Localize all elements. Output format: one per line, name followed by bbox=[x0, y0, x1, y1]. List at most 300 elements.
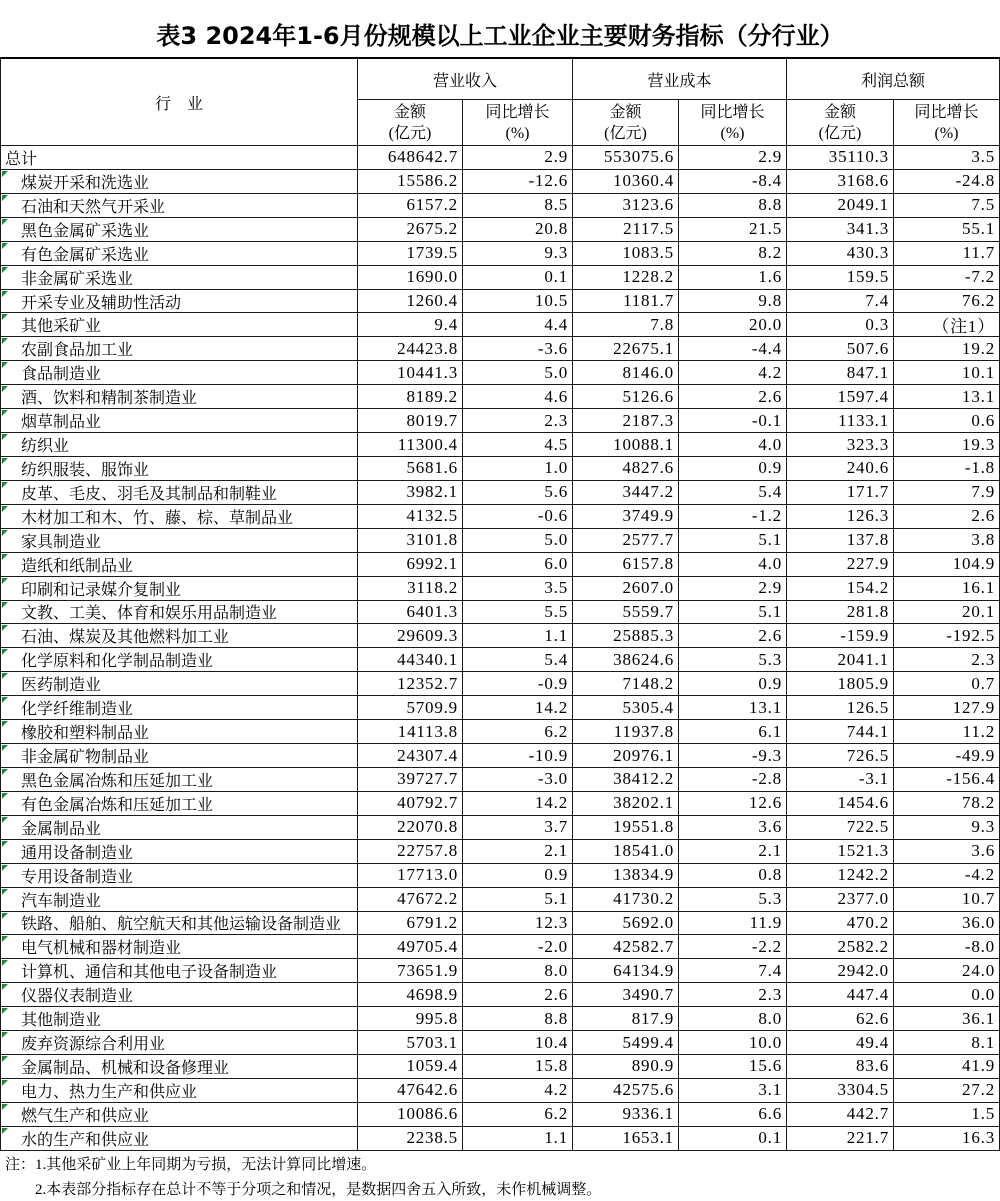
revenue-yoy-text: 4.6 bbox=[544, 386, 568, 406]
error-indicator-mark bbox=[2, 1056, 8, 1062]
revenue-amount-text: 1260.4 bbox=[406, 290, 458, 310]
profit-yoy-cell bbox=[894, 313, 1000, 337]
cost-yoy-cell bbox=[679, 1079, 787, 1103]
profit-yoy-text: -24.8 bbox=[955, 171, 995, 191]
industry-name-text: 医药制造业 bbox=[21, 677, 102, 695]
profit-yoy-text: 19.2 bbox=[962, 338, 995, 358]
cost-amount-cell bbox=[573, 959, 679, 983]
cost-amount-cell bbox=[573, 744, 679, 768]
cost-yoy-text: 11.9 bbox=[749, 912, 782, 932]
industry-name-cell bbox=[1, 864, 358, 888]
revenue-amount-text: 8189.2 bbox=[406, 386, 458, 406]
revenue-yoy-cell bbox=[463, 1055, 573, 1079]
industry-name-cell bbox=[1, 912, 358, 936]
revenue-yoy-text: 15.8 bbox=[535, 1056, 568, 1076]
cost-amount-text: 4827.6 bbox=[622, 458, 674, 478]
profit-yoy-cell bbox=[894, 433, 1000, 457]
industry-name-text: 专用设备制造业 bbox=[21, 868, 134, 886]
cost-yoy-text: 3.6 bbox=[758, 817, 782, 837]
error-indicator-mark bbox=[2, 960, 8, 966]
cost-amount-text: 18541.0 bbox=[613, 841, 674, 861]
profit-amount-cell bbox=[787, 768, 894, 792]
profit-amount-text: 1521.3 bbox=[837, 841, 889, 861]
cost-amount-text: 1181.7 bbox=[623, 290, 674, 310]
error-indicator-mark bbox=[2, 769, 8, 775]
error-indicator-mark bbox=[2, 267, 8, 273]
error-indicator-mark bbox=[2, 625, 8, 631]
revenue-amount-text: 995.8 bbox=[415, 1008, 458, 1028]
profit-yoy-cell bbox=[894, 266, 1000, 290]
cost-amount-text: 553075.6 bbox=[603, 147, 674, 167]
cost-amount-cell bbox=[573, 816, 679, 840]
revenue-yoy-text: 9.3 bbox=[544, 243, 568, 263]
table-row bbox=[1, 385, 1000, 409]
profit-amount-text: 137.8 bbox=[846, 530, 889, 550]
error-indicator-mark bbox=[2, 984, 8, 990]
profit-amount-cell bbox=[787, 481, 894, 505]
industry-name-text: 木材加工和木、竹、藤、棕、草制品业 bbox=[21, 509, 294, 527]
profit-yoy-text: -4.2 bbox=[964, 865, 995, 885]
cost-yoy-text: 2.6 bbox=[758, 386, 782, 406]
revenue-amount-cell bbox=[358, 170, 463, 194]
revenue-amount-cell bbox=[358, 720, 463, 744]
revenue-amount-cell bbox=[358, 624, 463, 648]
error-indicator-mark bbox=[2, 482, 8, 488]
revenue-yoy-text: -0.6 bbox=[537, 506, 568, 526]
error-indicator-mark bbox=[2, 865, 8, 871]
industry-name-text: 煤炭开采和洗选业 bbox=[21, 174, 150, 192]
profit-yoy-cell bbox=[894, 720, 1000, 744]
cost-yoy-cell bbox=[679, 768, 787, 792]
revenue-yoy-cell bbox=[463, 624, 573, 648]
cost-yoy-cell bbox=[679, 672, 787, 696]
error-indicator-mark bbox=[2, 338, 8, 344]
industry-name-cell bbox=[1, 959, 358, 983]
profit-amount-cell bbox=[787, 792, 894, 816]
industry-name-cell bbox=[1, 888, 358, 912]
revenue-yoy-text: 2.9 bbox=[544, 147, 568, 167]
revenue-yoy-cell bbox=[463, 194, 573, 218]
industry-name-cell bbox=[1, 361, 358, 385]
profit-amount-cell bbox=[787, 1031, 894, 1055]
revenue-yoy-cell bbox=[463, 313, 573, 337]
revenue-amount-cell bbox=[358, 959, 463, 983]
profit-amount-text: 3168.6 bbox=[837, 171, 889, 191]
cost-amount-cell bbox=[573, 361, 679, 385]
profit-amount-cell bbox=[787, 266, 894, 290]
revenue-yoy-text: -0.9 bbox=[537, 673, 568, 693]
cost-yoy-cell bbox=[679, 959, 787, 983]
profit-yoy-cell bbox=[894, 1031, 1000, 1055]
profit-yoy-text: 36.0 bbox=[962, 912, 995, 932]
revenue-yoy-text: -2.0 bbox=[537, 936, 568, 956]
revenue-yoy-cell bbox=[463, 457, 573, 481]
revenue-yoy-text: 3.5 bbox=[544, 578, 568, 598]
profit-amount-text: 62.6 bbox=[856, 1008, 889, 1028]
cost-amount-text: 10088.1 bbox=[613, 434, 674, 454]
revenue-amount-text: 49705.4 bbox=[397, 936, 458, 956]
profit-yoy-text: 16.1 bbox=[962, 578, 995, 598]
cost-amount-cell bbox=[573, 146, 679, 170]
cost-amount-text: 38412.2 bbox=[613, 769, 674, 789]
cost-amount-cell bbox=[573, 720, 679, 744]
profit-amount-text: 159.5 bbox=[846, 267, 889, 287]
revenue-yoy-cell bbox=[463, 242, 573, 266]
industry-name-text: 纺织服装、服饰业 bbox=[21, 461, 150, 479]
revenue-yoy-text: 2.1 bbox=[544, 841, 568, 861]
industry-name-text: 黑色金属冶炼和压延加工业 bbox=[21, 772, 214, 790]
cost-yoy-text: 4.0 bbox=[758, 434, 782, 454]
cost-amount-cell bbox=[573, 648, 679, 672]
profit-yoy-text: 0.0 bbox=[971, 984, 995, 1004]
revenue-amount-cell bbox=[358, 888, 463, 912]
revenue-amount-text: 47642.6 bbox=[397, 1080, 458, 1100]
cost-amount-cell bbox=[573, 1079, 679, 1103]
cost-yoy-cell bbox=[679, 385, 787, 409]
industry-name-text: 燃气生产和供应业 bbox=[21, 1107, 150, 1125]
header-profit-yoy bbox=[894, 100, 1000, 146]
profit-amount-cell bbox=[787, 457, 894, 481]
revenue-amount-cell bbox=[358, 816, 463, 840]
cost-amount-cell bbox=[573, 792, 679, 816]
revenue-amount-text: 29609.3 bbox=[397, 625, 458, 645]
cost-amount-text: 20976.1 bbox=[613, 745, 674, 765]
profit-amount-cell bbox=[787, 959, 894, 983]
revenue-yoy-text: -10.9 bbox=[528, 745, 568, 765]
industry-name-text: 废弃资源综合利用业 bbox=[21, 1036, 166, 1054]
table-header bbox=[1, 59, 1000, 146]
industry-name-cell bbox=[1, 816, 358, 840]
profit-amount-cell bbox=[787, 313, 894, 337]
cost-yoy-text: 2.3 bbox=[758, 984, 782, 1004]
profit-yoy-cell bbox=[894, 194, 1000, 218]
revenue-amount-cell bbox=[358, 864, 463, 888]
cost-amount-text: 64134.9 bbox=[613, 960, 674, 980]
profit-yoy-cell bbox=[894, 481, 1000, 505]
industry-name-cell bbox=[1, 768, 358, 792]
revenue-yoy-text: 8.8 bbox=[544, 1008, 568, 1028]
subheader-unit: (%) bbox=[720, 124, 745, 142]
profit-yoy-cell bbox=[894, 888, 1000, 912]
profit-yoy-cell bbox=[894, 361, 1000, 385]
revenue-yoy-text: 10.5 bbox=[535, 290, 568, 310]
revenue-yoy-cell bbox=[463, 744, 573, 768]
cost-yoy-cell bbox=[679, 529, 787, 553]
cost-amount-cell bbox=[573, 266, 679, 290]
profit-amount-cell bbox=[787, 194, 894, 218]
industry-name-text: 通用设备制造业 bbox=[21, 844, 134, 862]
profit-amount-text: 7.4 bbox=[865, 290, 889, 310]
error-indicator-mark bbox=[2, 673, 8, 679]
industry-name-cell bbox=[1, 1007, 358, 1031]
table-row bbox=[1, 1055, 1000, 1079]
cost-yoy-cell bbox=[679, 1031, 787, 1055]
cost-yoy-text: 6.1 bbox=[758, 721, 782, 741]
subheader-unit: (亿元) bbox=[604, 124, 647, 142]
revenue-amount-text: 15586.2 bbox=[397, 171, 458, 191]
profit-yoy-text: 27.2 bbox=[962, 1080, 995, 1100]
cost-yoy-cell bbox=[679, 290, 787, 314]
industry-name-text: 食品制造业 bbox=[21, 366, 102, 384]
error-indicator-mark bbox=[2, 458, 8, 464]
cost-yoy-text: 1.6 bbox=[758, 267, 782, 287]
table-row bbox=[1, 816, 1000, 840]
cost-yoy-text: 10.0 bbox=[749, 1032, 782, 1052]
error-indicator-mark bbox=[2, 1128, 8, 1134]
revenue-amount-cell bbox=[358, 672, 463, 696]
error-indicator-mark bbox=[2, 386, 8, 392]
revenue-yoy-cell bbox=[463, 1103, 573, 1127]
cost-amount-text: 2577.7 bbox=[622, 530, 674, 550]
cost-yoy-cell bbox=[679, 648, 787, 672]
profit-yoy-cell bbox=[894, 864, 1000, 888]
table-row bbox=[1, 218, 1000, 242]
revenue-amount-text: 44340.1 bbox=[397, 649, 458, 669]
industry-name-cell bbox=[1, 505, 358, 529]
revenue-yoy-text: -3.0 bbox=[537, 769, 568, 789]
industry-name-cell bbox=[1, 672, 358, 696]
profit-yoy-text: 3.5 bbox=[971, 147, 995, 167]
cost-yoy-text: 9.8 bbox=[758, 290, 782, 310]
cost-yoy-cell bbox=[679, 720, 787, 744]
error-indicator-mark bbox=[2, 578, 8, 584]
profit-amount-cell bbox=[787, 816, 894, 840]
revenue-amount-text: 12352.7 bbox=[397, 673, 458, 693]
header-cost-yoy bbox=[679, 100, 787, 146]
industry-name-cell bbox=[1, 792, 358, 816]
profit-amount-cell bbox=[787, 146, 894, 170]
profit-amount-text: 726.5 bbox=[846, 745, 889, 765]
cost-yoy-cell bbox=[679, 864, 787, 888]
cost-amount-text: 1228.2 bbox=[622, 267, 674, 287]
cost-yoy-text: -9.3 bbox=[751, 745, 782, 765]
revenue-yoy-text: 4.4 bbox=[544, 314, 568, 334]
profit-amount-text: 2041.1 bbox=[837, 649, 889, 669]
cost-yoy-cell bbox=[679, 624, 787, 648]
industry-name-text: 其他采矿业 bbox=[21, 318, 102, 336]
profit-amount-text: 126.5 bbox=[846, 697, 889, 717]
footnote-1: 1.其他采矿业上年同期为亏损，无法计算同比增速。 bbox=[35, 1157, 377, 1173]
cost-amount-text: 2117.5 bbox=[623, 219, 674, 239]
error-indicator-mark bbox=[2, 889, 8, 895]
cost-yoy-cell bbox=[679, 194, 787, 218]
error-indicator-mark bbox=[2, 697, 8, 703]
industry-name-cell bbox=[1, 648, 358, 672]
cost-amount-text: 10360.4 bbox=[613, 171, 674, 191]
industry-name-cell bbox=[1, 840, 358, 864]
cost-yoy-cell bbox=[679, 935, 787, 959]
industry-name-text: 皮革、毛皮、羽毛及其制品和制鞋业 bbox=[21, 485, 278, 503]
revenue-amount-cell bbox=[358, 840, 463, 864]
profit-yoy-cell bbox=[894, 696, 1000, 720]
table-row bbox=[1, 457, 1000, 481]
revenue-yoy-text: 2.3 bbox=[544, 410, 568, 430]
revenue-amount-cell bbox=[358, 266, 463, 290]
profit-amount-text: 83.6 bbox=[856, 1056, 889, 1076]
revenue-amount-cell bbox=[358, 553, 463, 577]
profit-yoy-cell bbox=[894, 1103, 1000, 1127]
industry-name-text: 总计 bbox=[5, 150, 38, 168]
profit-yoy-cell bbox=[894, 242, 1000, 266]
revenue-amount-cell bbox=[358, 290, 463, 314]
cost-yoy-text: -2.8 bbox=[751, 769, 782, 789]
cost-amount-text: 6157.8 bbox=[622, 554, 674, 574]
table-row bbox=[1, 672, 1000, 696]
header-group-cost: 营业成本 bbox=[573, 59, 787, 100]
profit-amount-text: 722.5 bbox=[846, 817, 889, 837]
cost-yoy-cell bbox=[679, 433, 787, 457]
industry-name-text: 电气机械和器材制造业 bbox=[21, 940, 182, 958]
revenue-yoy-text: 12.3 bbox=[535, 912, 568, 932]
profit-yoy-text: 0.6 bbox=[971, 410, 995, 430]
cost-yoy-text: 2.9 bbox=[758, 147, 782, 167]
revenue-amount-text: 5709.9 bbox=[406, 697, 458, 717]
revenue-amount-text: 1690.0 bbox=[406, 267, 458, 287]
cost-yoy-cell bbox=[679, 1055, 787, 1079]
revenue-amount-text: 73651.9 bbox=[397, 960, 458, 980]
profit-yoy-text: -8.0 bbox=[964, 936, 995, 956]
profit-yoy-cell bbox=[894, 840, 1000, 864]
cost-yoy-cell bbox=[679, 816, 787, 840]
cost-yoy-cell bbox=[679, 1103, 787, 1127]
industry-name-cell bbox=[1, 266, 358, 290]
error-indicator-mark bbox=[2, 1080, 8, 1086]
profit-amount-cell bbox=[787, 433, 894, 457]
profit-amount-cell bbox=[787, 170, 894, 194]
error-indicator-mark bbox=[2, 506, 8, 512]
cost-amount-cell bbox=[573, 601, 679, 625]
profit-yoy-text: 7.5 bbox=[971, 195, 995, 215]
table-row bbox=[1, 696, 1000, 720]
revenue-amount-cell bbox=[358, 601, 463, 625]
profit-yoy-cell bbox=[894, 744, 1000, 768]
revenue-amount-text: 10441.3 bbox=[397, 362, 458, 382]
revenue-amount-cell bbox=[358, 337, 463, 361]
cost-yoy-text: 5.3 bbox=[758, 649, 782, 669]
cost-amount-cell bbox=[573, 385, 679, 409]
profit-yoy-text: 16.3 bbox=[962, 1128, 995, 1148]
profit-yoy-text: 41.9 bbox=[962, 1056, 995, 1076]
profit-amount-cell bbox=[787, 696, 894, 720]
profit-amount-cell bbox=[787, 529, 894, 553]
profit-amount-cell bbox=[787, 553, 894, 577]
cost-amount-text: 1083.5 bbox=[622, 243, 674, 263]
industry-name-cell bbox=[1, 696, 358, 720]
revenue-amount-text: 648642.7 bbox=[387, 147, 458, 167]
revenue-yoy-cell bbox=[463, 505, 573, 529]
revenue-amount-cell bbox=[358, 1103, 463, 1127]
table-row bbox=[1, 170, 1000, 194]
industry-name-cell bbox=[1, 457, 358, 481]
revenue-amount-text: 11300.4 bbox=[397, 434, 458, 454]
industry-name-cell bbox=[1, 194, 358, 218]
revenue-amount-cell bbox=[358, 1055, 463, 1079]
subheader-unit: (亿元) bbox=[818, 124, 862, 142]
revenue-amount-text: 17713.0 bbox=[397, 865, 458, 885]
industry-name-cell bbox=[1, 337, 358, 361]
profit-amount-text: 2049.1 bbox=[837, 195, 889, 215]
revenue-amount-text: 5681.6 bbox=[406, 458, 458, 478]
cost-amount-cell bbox=[573, 912, 679, 936]
profit-yoy-text: 3.6 bbox=[971, 841, 995, 861]
industry-name-text: 金属制品、机械和设备修理业 bbox=[21, 1060, 230, 1077]
table-row bbox=[1, 194, 1000, 218]
cost-amount-text: 1653.1 bbox=[622, 1128, 674, 1148]
revenue-yoy-cell bbox=[463, 481, 573, 505]
profit-amount-cell bbox=[787, 935, 894, 959]
profit-amount-cell bbox=[787, 337, 894, 361]
revenue-amount-text: 6157.2 bbox=[406, 195, 458, 215]
profit-amount-text: 2942.0 bbox=[837, 960, 889, 980]
cost-yoy-cell bbox=[679, 1007, 787, 1031]
industry-name-text: 有色金属矿采选业 bbox=[21, 246, 150, 264]
revenue-yoy-cell bbox=[463, 720, 573, 744]
industry-name-cell bbox=[1, 577, 358, 601]
cost-yoy-cell bbox=[679, 409, 787, 433]
cost-yoy-text: 8.2 bbox=[758, 243, 782, 263]
industry-name-text: 有色金属冶炼和压延加工业 bbox=[21, 796, 214, 814]
cost-yoy-text: -1.2 bbox=[751, 506, 782, 526]
revenue-yoy-text: 1.0 bbox=[544, 458, 568, 478]
profit-yoy-cell bbox=[894, 768, 1000, 792]
total-row bbox=[1, 146, 1000, 170]
cost-amount-text: 7.8 bbox=[650, 314, 674, 334]
revenue-yoy-text: 3.7 bbox=[544, 817, 568, 837]
error-indicator-mark bbox=[2, 721, 8, 727]
profit-yoy-cell bbox=[894, 1007, 1000, 1031]
industry-name-cell bbox=[1, 1031, 358, 1055]
revenue-yoy-cell bbox=[463, 1127, 573, 1151]
cost-amount-text: 5126.6 bbox=[622, 386, 674, 406]
page-title: 表3 2024年1-6月份规模以上工业企业主要财务指标（分行业） bbox=[156, 22, 844, 50]
revenue-yoy-cell bbox=[463, 792, 573, 816]
cost-amount-cell bbox=[573, 983, 679, 1007]
revenue-amount-cell bbox=[358, 768, 463, 792]
subheader-label: 金额 bbox=[393, 103, 426, 121]
profit-yoy-cell bbox=[894, 1079, 1000, 1103]
industry-name-cell bbox=[1, 983, 358, 1007]
cost-amount-cell bbox=[573, 1103, 679, 1127]
subheader-unit: (%) bbox=[934, 124, 959, 142]
table-row bbox=[1, 1007, 1000, 1031]
table-row bbox=[1, 935, 1000, 959]
industry-name-cell bbox=[1, 553, 358, 577]
profit-amount-text: 1242.2 bbox=[837, 865, 889, 885]
cost-amount-cell bbox=[573, 194, 679, 218]
revenue-yoy-text: 1.1 bbox=[544, 625, 568, 645]
cost-yoy-text: 0.8 bbox=[758, 865, 782, 885]
profit-yoy-cell bbox=[894, 648, 1000, 672]
profit-yoy-cell bbox=[894, 218, 1000, 242]
table-row bbox=[1, 1103, 1000, 1127]
profit-yoy-text: 13.1 bbox=[962, 386, 995, 406]
revenue-yoy-text: 4.5 bbox=[544, 434, 568, 454]
cost-yoy-text: -2.2 bbox=[751, 936, 782, 956]
industry-name-cell bbox=[1, 1127, 358, 1151]
table-row bbox=[1, 959, 1000, 983]
revenue-yoy-cell bbox=[463, 266, 573, 290]
profit-yoy-cell bbox=[894, 409, 1000, 433]
revenue-amount-cell bbox=[358, 433, 463, 457]
revenue-yoy-cell bbox=[463, 553, 573, 577]
revenue-amount-text: 3118.2 bbox=[407, 578, 458, 598]
revenue-yoy-text: 14.2 bbox=[535, 697, 568, 717]
cost-yoy-text: 12.6 bbox=[749, 793, 782, 813]
cost-yoy-cell bbox=[679, 337, 787, 361]
industry-name-text: 纺织业 bbox=[21, 438, 70, 456]
cost-yoy-cell bbox=[679, 218, 787, 242]
profit-amount-text: 35110.3 bbox=[828, 147, 889, 167]
